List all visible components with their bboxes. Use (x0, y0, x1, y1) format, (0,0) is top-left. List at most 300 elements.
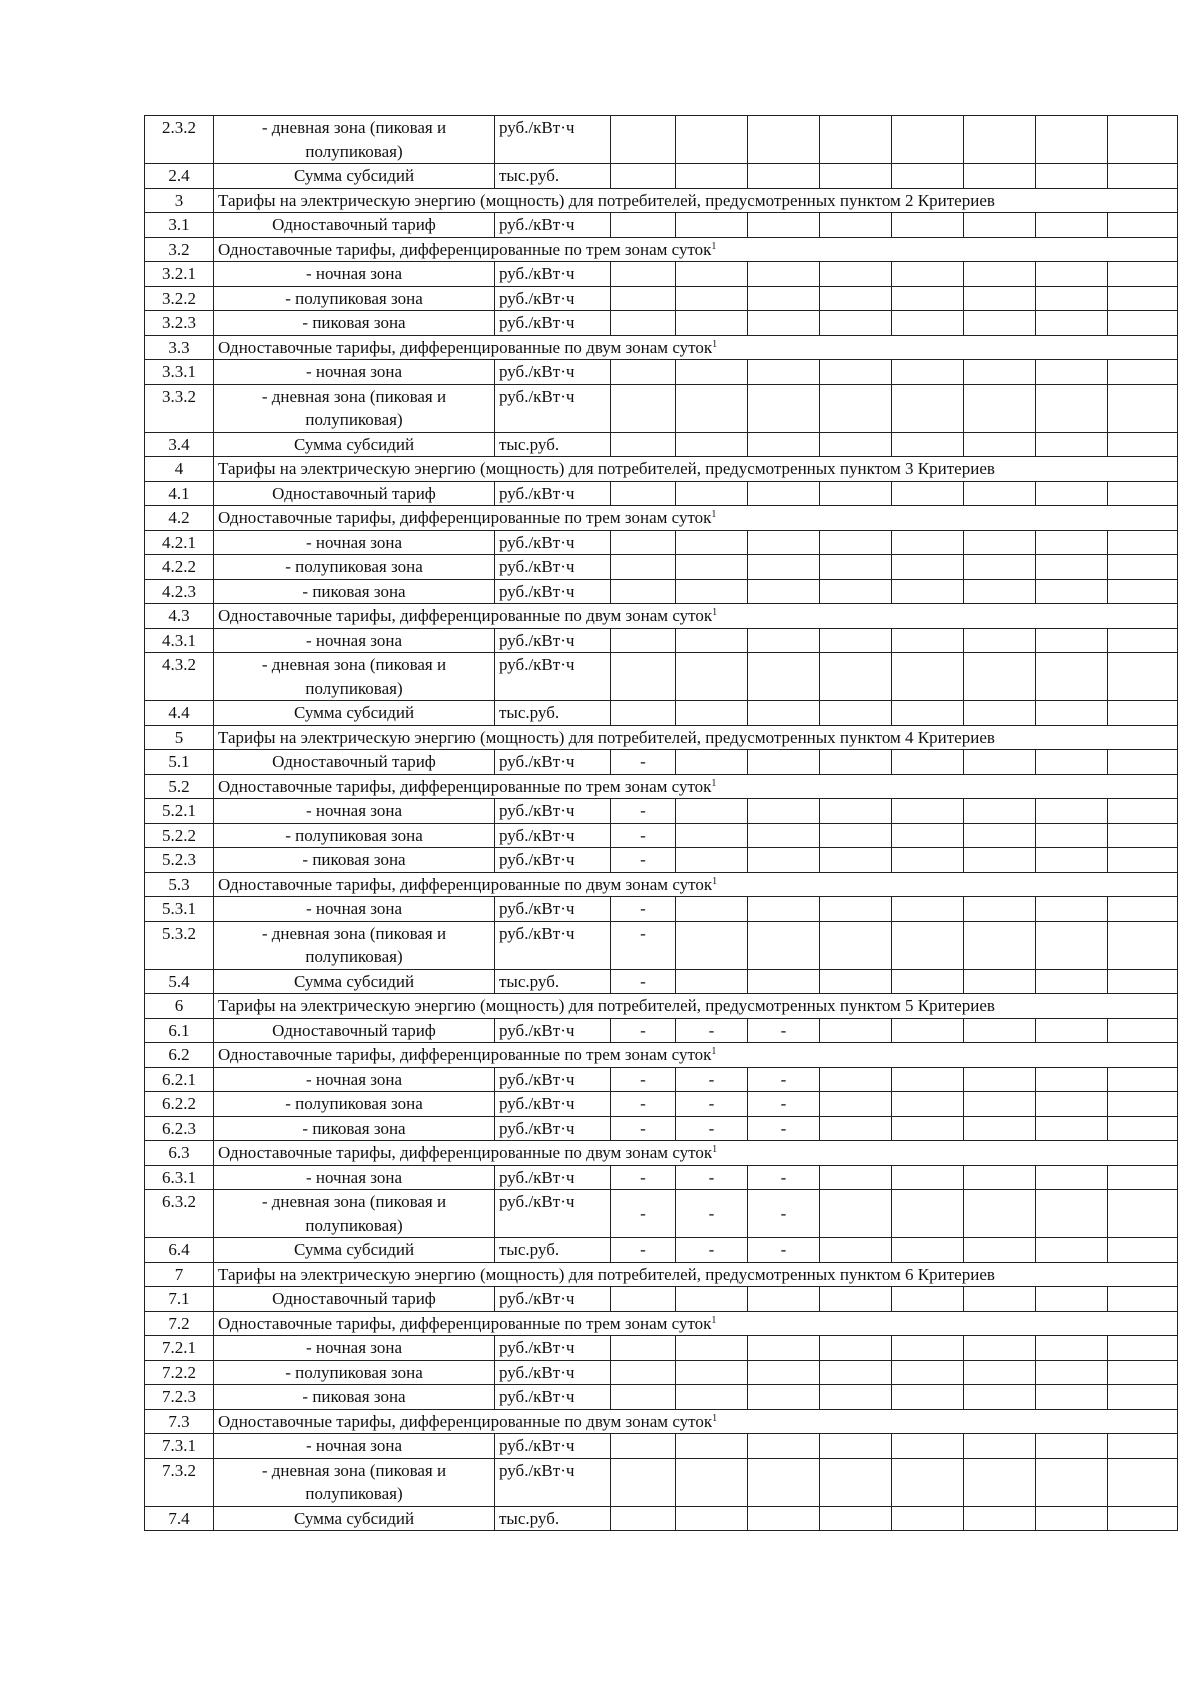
unit-cell: руб./кВт·ч (495, 1092, 611, 1117)
table-row (145, 1092, 1178, 1117)
value-cell (676, 969, 748, 994)
value-cell (964, 1165, 1036, 1190)
row-number: 7.2 (145, 1311, 214, 1336)
value-cell (748, 116, 820, 164)
value-cell (1036, 1360, 1108, 1385)
value-cell (748, 311, 820, 336)
value-cell (964, 701, 1036, 726)
value-cell: - (611, 1190, 676, 1238)
row-number: 5.3.2 (145, 921, 214, 969)
row-number: 5.3.1 (145, 897, 214, 922)
value-cell: - (748, 1067, 820, 1092)
value-cell (892, 1018, 964, 1043)
footnote-marker: 1 (711, 777, 717, 789)
value-cell (964, 555, 1036, 580)
value-cell (1036, 1385, 1108, 1410)
value-cell (611, 530, 676, 555)
value-cell (892, 750, 964, 775)
value-cell (1108, 432, 1178, 457)
row-number: 3.3.2 (145, 384, 214, 432)
value-cell (676, 1506, 748, 1531)
value-cell (892, 1434, 964, 1459)
value-cell (748, 701, 820, 726)
section-row (145, 506, 1178, 531)
section-title-text: Одноставочные тарифы, дифференцированные по трем зонам суток (218, 1313, 712, 1333)
value-cell (676, 628, 748, 653)
value-cell (892, 360, 964, 385)
unit-cell: руб./кВт·ч (495, 1434, 611, 1459)
value-cell (1108, 750, 1178, 775)
value-cell (1108, 628, 1178, 653)
value-cell (820, 823, 892, 848)
value-cell (748, 921, 820, 969)
row-number: 7.3.2 (145, 1458, 214, 1506)
section-title (214, 725, 1178, 750)
value-cell (892, 799, 964, 824)
unit-cell: руб./кВт·ч (495, 213, 611, 238)
value-cell (611, 1458, 676, 1506)
row-number: 4.1 (145, 481, 214, 506)
value-cell (964, 969, 1036, 994)
unit-cell: руб./кВт·ч (495, 823, 611, 848)
value-cell (1036, 1238, 1108, 1263)
value-cell (748, 1287, 820, 1312)
value-cell: - (611, 1067, 676, 1092)
value-cell: - (611, 1238, 676, 1263)
value-cell (820, 1458, 892, 1506)
value-cell (892, 1092, 964, 1117)
unit-cell: руб./кВт·ч (495, 750, 611, 775)
value-cell (676, 530, 748, 555)
indicator-name: Сумма субсидий (214, 1238, 495, 1263)
value-cell (892, 823, 964, 848)
row-number: 7.1 (145, 1287, 214, 1312)
value-cell (748, 164, 820, 189)
unit-cell: руб./кВт·ч (495, 1336, 611, 1361)
section-title (214, 1409, 1178, 1434)
value-cell (1036, 701, 1108, 726)
value-cell (1036, 286, 1108, 311)
value-cell (820, 1165, 892, 1190)
row-number: 4.3 (145, 604, 214, 629)
value-cell (676, 1458, 748, 1506)
value-cell (1108, 213, 1178, 238)
value-cell (1108, 1190, 1178, 1238)
value-cell (611, 360, 676, 385)
value-cell (1108, 384, 1178, 432)
value-cell (892, 164, 964, 189)
footnote-marker: 1 (712, 338, 718, 350)
value-cell (1036, 116, 1108, 164)
value-cell (1108, 701, 1178, 726)
value-cell (964, 360, 1036, 385)
row-number: 6.2 (145, 1043, 214, 1068)
value-cell (892, 1360, 964, 1385)
row-number: 5.3 (145, 872, 214, 897)
row-number: 3.2 (145, 237, 214, 262)
table-row (145, 701, 1178, 726)
value-cell (676, 799, 748, 824)
value-cell (1108, 799, 1178, 824)
row-number: 6.2.3 (145, 1116, 214, 1141)
section-title-text: Одноставочные тарифы, дифференцированные по двум зонам суток (218, 606, 713, 625)
value-cell (892, 311, 964, 336)
value-cell (611, 1360, 676, 1385)
table-row (145, 579, 1178, 604)
section-title (214, 872, 1178, 897)
value-cell (611, 701, 676, 726)
value-cell (676, 116, 748, 164)
value-cell (1036, 1458, 1108, 1506)
table-row (145, 1506, 1178, 1531)
value-cell (820, 897, 892, 922)
indicator-name: Одноставочный тариф (214, 1018, 495, 1043)
value-cell (964, 1434, 1036, 1459)
value-cell: - (748, 1116, 820, 1141)
value-cell (892, 701, 964, 726)
value-cell (1036, 628, 1108, 653)
indicator-name: - ночная зона (214, 1165, 495, 1190)
table-row (145, 823, 1178, 848)
section-row (145, 1141, 1178, 1166)
section-title-text: Тарифы на электрическую энергию (мощность) для потребителей, предусмотренных пунктом 2 Критериев (218, 190, 995, 210)
row-number: 4.2.1 (145, 530, 214, 555)
value-cell (964, 262, 1036, 287)
row-number: 7.2.2 (145, 1360, 214, 1385)
value-cell (611, 1287, 676, 1312)
value-cell (611, 384, 676, 432)
indicator-name: - ночная зона (214, 530, 495, 555)
table-row (145, 1190, 1178, 1238)
value-cell (820, 1360, 892, 1385)
indicator-name: Одноставочный тариф (214, 750, 495, 775)
section-row (145, 604, 1178, 629)
value-cell (820, 848, 892, 873)
value-cell (1108, 481, 1178, 506)
value-cell (1108, 262, 1178, 287)
value-cell (676, 897, 748, 922)
section-row (145, 994, 1178, 1019)
value-cell (1108, 921, 1178, 969)
value-cell (1036, 1165, 1108, 1190)
value-cell (1036, 164, 1108, 189)
indicator-name: - дневная зона (пиковая и полупиковая) (214, 116, 495, 164)
value-cell: - (748, 1238, 820, 1263)
value-cell (1108, 1287, 1178, 1312)
unit-cell: руб./кВт·ч (495, 1067, 611, 1092)
row-number: 5 (145, 725, 214, 750)
value-cell (892, 262, 964, 287)
section-row (145, 335, 1178, 360)
row-number: 4.2.3 (145, 579, 214, 604)
value-cell: - (611, 799, 676, 824)
row-number: 4.2.2 (145, 555, 214, 580)
value-cell (1036, 1190, 1108, 1238)
section-row (145, 1409, 1178, 1434)
value-cell (964, 1092, 1036, 1117)
value-cell (748, 653, 820, 701)
value-cell (820, 921, 892, 969)
value-cell (892, 116, 964, 164)
section-title (214, 188, 1178, 213)
value-cell (892, 653, 964, 701)
indicator-name: - полупиковая зона (214, 1092, 495, 1117)
table-row (145, 1287, 1178, 1312)
value-cell (1108, 1067, 1178, 1092)
row-number: 6.3.1 (145, 1165, 214, 1190)
value-cell (892, 1336, 964, 1361)
value-cell (611, 1434, 676, 1459)
value-cell (892, 1506, 964, 1531)
value-cell: - (611, 1116, 676, 1141)
value-cell (964, 1067, 1036, 1092)
value-cell (676, 481, 748, 506)
footnote-marker: 1 (712, 875, 718, 887)
value-cell (964, 1458, 1036, 1506)
value-cell: - (676, 1116, 748, 1141)
value-cell (820, 262, 892, 287)
value-cell (892, 579, 964, 604)
value-cell (892, 628, 964, 653)
indicator-name: - дневная зона (пиковая и полупиковая) (214, 1458, 495, 1506)
value-cell (748, 432, 820, 457)
value-cell (964, 1336, 1036, 1361)
value-cell (1036, 1287, 1108, 1312)
unit-cell: руб./кВт·ч (495, 579, 611, 604)
value-cell: - (748, 1165, 820, 1190)
row-number: 3.3.1 (145, 360, 214, 385)
unit-cell: тыс.руб. (495, 969, 611, 994)
value-cell (676, 823, 748, 848)
section-row (145, 725, 1178, 750)
section-title-text: Одноставочные тарифы, дифференцированные по двум зонам суток (218, 874, 713, 894)
section-title (214, 506, 1178, 531)
table-row (145, 286, 1178, 311)
value-cell: - (611, 969, 676, 994)
value-cell (1108, 1360, 1178, 1385)
value-cell (611, 481, 676, 506)
section-title (214, 774, 1178, 799)
table-row (145, 164, 1178, 189)
unit-cell: руб./кВт·ч (495, 799, 611, 824)
value-cell (964, 1238, 1036, 1263)
section-title-text: Тарифы на электрическую энергию (мощность) для потребителей, предусмотренных пунктом 4 Критериев (218, 727, 995, 747)
row-number: 4.3.2 (145, 653, 214, 701)
row-number: 5.2.2 (145, 823, 214, 848)
value-cell (748, 897, 820, 922)
indicator-name: Одноставочный тариф (214, 1287, 495, 1312)
value-cell: - (676, 1165, 748, 1190)
row-number: 5.1 (145, 750, 214, 775)
row-number: 6.2.1 (145, 1067, 214, 1092)
value-cell (748, 1385, 820, 1410)
value-cell (1108, 116, 1178, 164)
value-cell (892, 384, 964, 432)
indicator-name: - дневная зона (пиковая и полупиковая) (214, 1190, 495, 1238)
indicator-name: - полупиковая зона (214, 823, 495, 848)
value-cell (820, 1385, 892, 1410)
section-title-text: Тарифы на электрическую энергию (мощность) для потребителей, предусмотренных пунктом 6 Критериев (218, 1264, 995, 1284)
value-cell (611, 1385, 676, 1410)
unit-cell: руб./кВт·ч (495, 653, 611, 701)
value-cell (1108, 579, 1178, 604)
value-cell (820, 653, 892, 701)
tariff-table (144, 115, 1178, 1531)
table-row (145, 1116, 1178, 1141)
value-cell (1036, 653, 1108, 701)
value-cell (964, 213, 1036, 238)
unit-cell: руб./кВт·ч (495, 286, 611, 311)
table-row (145, 750, 1178, 775)
value-cell: - (611, 1018, 676, 1043)
value-cell: - (611, 823, 676, 848)
value-cell (964, 579, 1036, 604)
indicator-name: - пиковая зона (214, 1385, 495, 1410)
value-cell (892, 1190, 964, 1238)
value-cell: - (748, 1018, 820, 1043)
footnote-marker: 1 (712, 1144, 718, 1155)
value-cell (1108, 823, 1178, 848)
value-cell (676, 1287, 748, 1312)
value-cell (676, 653, 748, 701)
value-cell (820, 750, 892, 775)
value-cell (964, 848, 1036, 873)
value-cell (820, 555, 892, 580)
indicator-name: Сумма субсидий (214, 969, 495, 994)
unit-cell: руб./кВт·ч (495, 628, 611, 653)
footnote-marker: 1 (711, 1314, 717, 1326)
value-cell (1108, 1165, 1178, 1190)
value-cell (1108, 1092, 1178, 1117)
table-row (145, 384, 1178, 432)
unit-cell: руб./кВт·ч (495, 921, 611, 969)
section-title-text: Одноставочные тарифы, дифференцированные по трем зонам суток (218, 239, 712, 259)
value-cell (820, 360, 892, 385)
value-cell (1108, 530, 1178, 555)
row-number: 6.1 (145, 1018, 214, 1043)
value-cell (964, 921, 1036, 969)
value-cell (820, 1190, 892, 1238)
value-cell (676, 311, 748, 336)
section-title (214, 335, 1178, 360)
value-cell (1036, 555, 1108, 580)
tariff-table-body (145, 116, 1178, 1531)
value-cell (1036, 1506, 1108, 1531)
value-cell (1108, 311, 1178, 336)
indicator-name: - ночная зона (214, 1067, 495, 1092)
value-cell (820, 969, 892, 994)
value-cell (1108, 969, 1178, 994)
indicator-name: - ночная зона (214, 262, 495, 287)
value-cell: - (611, 750, 676, 775)
value-cell (748, 848, 820, 873)
row-number: 2.3.2 (145, 116, 214, 164)
table-row (145, 1018, 1178, 1043)
value-cell (676, 1360, 748, 1385)
table-row (145, 848, 1178, 873)
value-cell (676, 555, 748, 580)
table-row (145, 1434, 1178, 1459)
value-cell (892, 921, 964, 969)
section-title (214, 604, 1178, 629)
value-cell (611, 164, 676, 189)
indicator-name: Сумма субсидий (214, 701, 495, 726)
unit-cell: руб./кВт·ч (495, 384, 611, 432)
unit-cell: руб./кВт·ч (495, 1190, 611, 1238)
table-row (145, 799, 1178, 824)
value-cell (748, 555, 820, 580)
unit-cell: руб./кВт·ч (495, 1287, 611, 1312)
row-number: 3.2.3 (145, 311, 214, 336)
section-row (145, 774, 1178, 799)
value-cell (748, 1336, 820, 1361)
value-cell (820, 116, 892, 164)
value-cell (748, 262, 820, 287)
unit-cell: тыс.руб. (495, 1238, 611, 1263)
table-row (145, 262, 1178, 287)
section-row (145, 872, 1178, 897)
unit-cell: руб./кВт·ч (495, 360, 611, 385)
unit-cell: руб./кВт·ч (495, 530, 611, 555)
table-row (145, 1385, 1178, 1410)
value-cell (892, 1385, 964, 1410)
row-number: 6 (145, 994, 214, 1019)
table-row (145, 969, 1178, 994)
row-number: 4 (145, 457, 214, 482)
value-cell (964, 530, 1036, 555)
unit-cell: руб./кВт·ч (495, 897, 611, 922)
unit-cell: руб./кВт·ч (495, 1458, 611, 1506)
indicator-name: Сумма субсидий (214, 1506, 495, 1531)
indicator-name: - ночная зона (214, 1434, 495, 1459)
section-title (214, 237, 1178, 262)
footnote-marker: 1 (711, 240, 717, 252)
indicator-name: - дневная зона (пиковая и полупиковая) (214, 384, 495, 432)
row-number: 7.2.1 (145, 1336, 214, 1361)
indicator-name: - дневная зона (пиковая и полупиковая) (214, 653, 495, 701)
value-cell (1036, 921, 1108, 969)
unit-cell: тыс.руб. (495, 701, 611, 726)
value-cell (964, 481, 1036, 506)
indicator-name: Одноставочный тариф (214, 213, 495, 238)
value-cell: - (676, 1238, 748, 1263)
value-cell (611, 286, 676, 311)
value-cell (964, 653, 1036, 701)
indicator-name: Сумма субсидий (214, 432, 495, 457)
value-cell (820, 799, 892, 824)
value-cell (1036, 799, 1108, 824)
value-cell (1036, 1067, 1108, 1092)
value-cell (1108, 1238, 1178, 1263)
unit-cell: руб./кВт·ч (495, 1165, 611, 1190)
row-number: 7.3.1 (145, 1434, 214, 1459)
table-row (145, 1067, 1178, 1092)
value-cell (820, 432, 892, 457)
value-cell (820, 1018, 892, 1043)
value-cell (1036, 579, 1108, 604)
unit-cell: руб./кВт·ч (495, 311, 611, 336)
row-number: 4.2 (145, 506, 214, 531)
indicator-name: Сумма субсидий (214, 164, 495, 189)
value-cell (748, 530, 820, 555)
value-cell (676, 848, 748, 873)
section-title-text: Одноставочные тарифы, дифференцированные по двум зонам суток (218, 1143, 713, 1162)
footnote-marker: 1 (712, 607, 718, 618)
table-row (145, 921, 1178, 969)
value-cell (1108, 164, 1178, 189)
value-cell (611, 311, 676, 336)
value-cell (676, 164, 748, 189)
